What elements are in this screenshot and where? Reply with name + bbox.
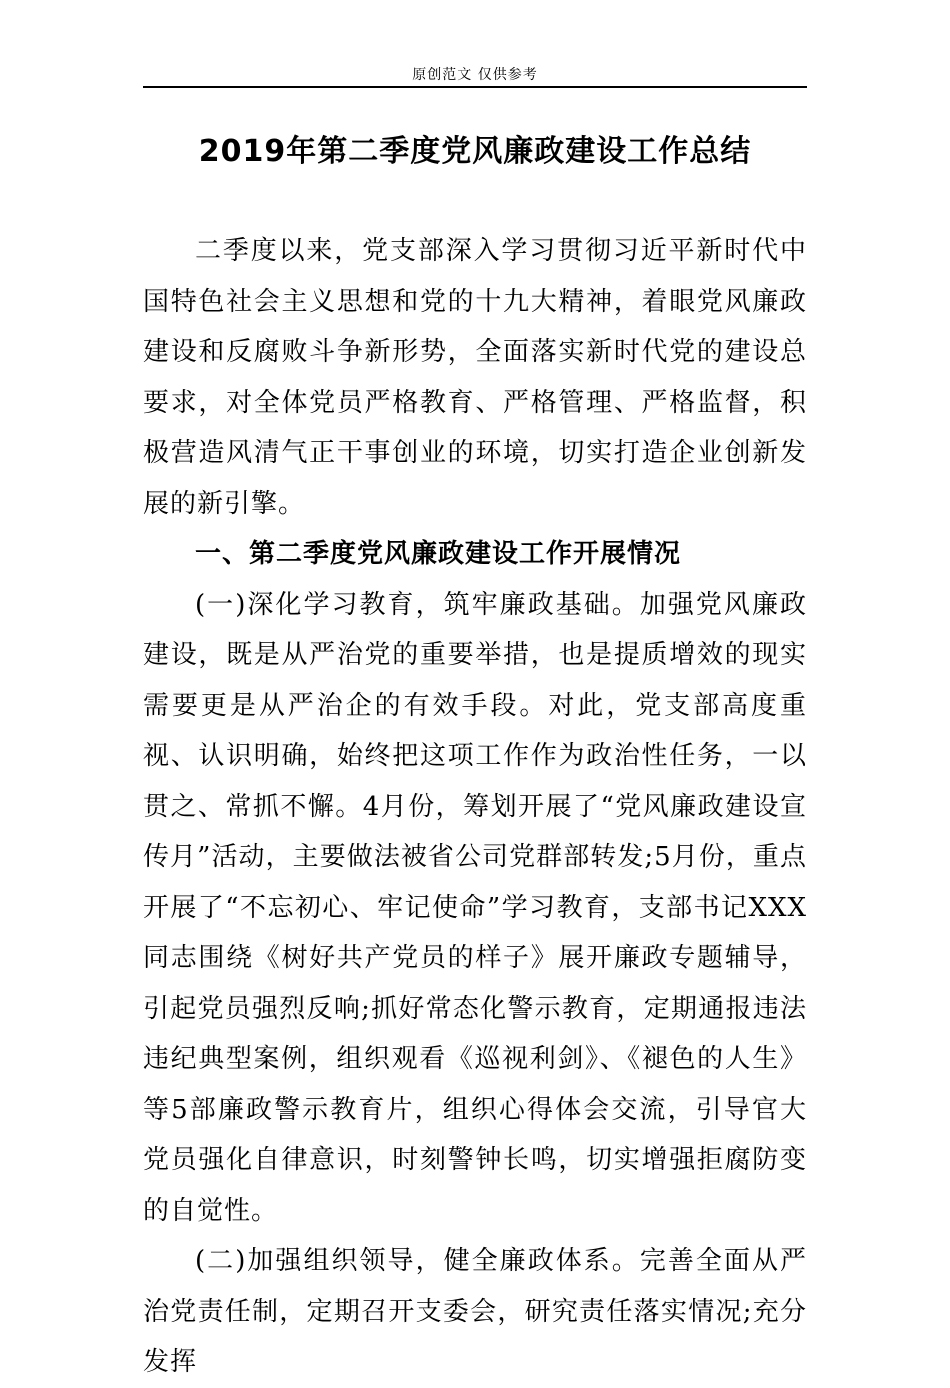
body-paragraph: (二)加强组织领导，健全廉政体系。完善全面从严治党责任制，定期召开支委会，研究责任落实情况;充分发挥 [143, 1246, 807, 1377]
document-title: 2019年第二季度党风廉政建设工作总结 [198, 134, 752, 169]
page-header: 原创范文 仅供参考 [412, 67, 538, 83]
document-body [143, 226, 807, 1388]
intro-paragraph: 二季度以来，党支部深入学习贯彻习近平新时代中国特色社会主义思想和党的十九大精神，着眼党风廉政建设和反腐败斗争新形势，全面落实新时代党的建设总要求，对全体党员严格教育、严格管理、严格监督，积极营造风清气正干事创业的环境，切实打造企业创新发展的新引擎。 [143, 236, 807, 519]
header-rule [143, 86, 807, 88]
body-paragraph: (一)深化学习教育，筑牢廉政基础。加强党风廉政建设，既是从严治党的重要举措，也是提质增效的现实需要更是从严治企的有效手段。对此，党支部高度重视、认识明确，始终把这项工作作为政治性任务，一以贯之、常抓不懈。4月份，筹划开展了“党风廉政建设宣传月”活动，主要做法被省公司党群部转发;5月份，重点开展了“不忘初心、牢记使命”学习教育，支部书记XXX同志围绕《树好共产党员的样子》展开廉政专题辅导，引起党员强烈反响;抓好常态化警示教育，定期通报违法违纪典型案例，组织观看《巡视利剑》、《褪色的人生》等5部廉政警示教育片，组织心得体会交流，引导官大党员强化自律意识，时刻警钟长鸣，切实增强拒腐防变的自觉性。 [143, 589, 807, 1226]
section-heading: 一、第二季度党风廉政建设工作开展情况 [195, 539, 682, 569]
